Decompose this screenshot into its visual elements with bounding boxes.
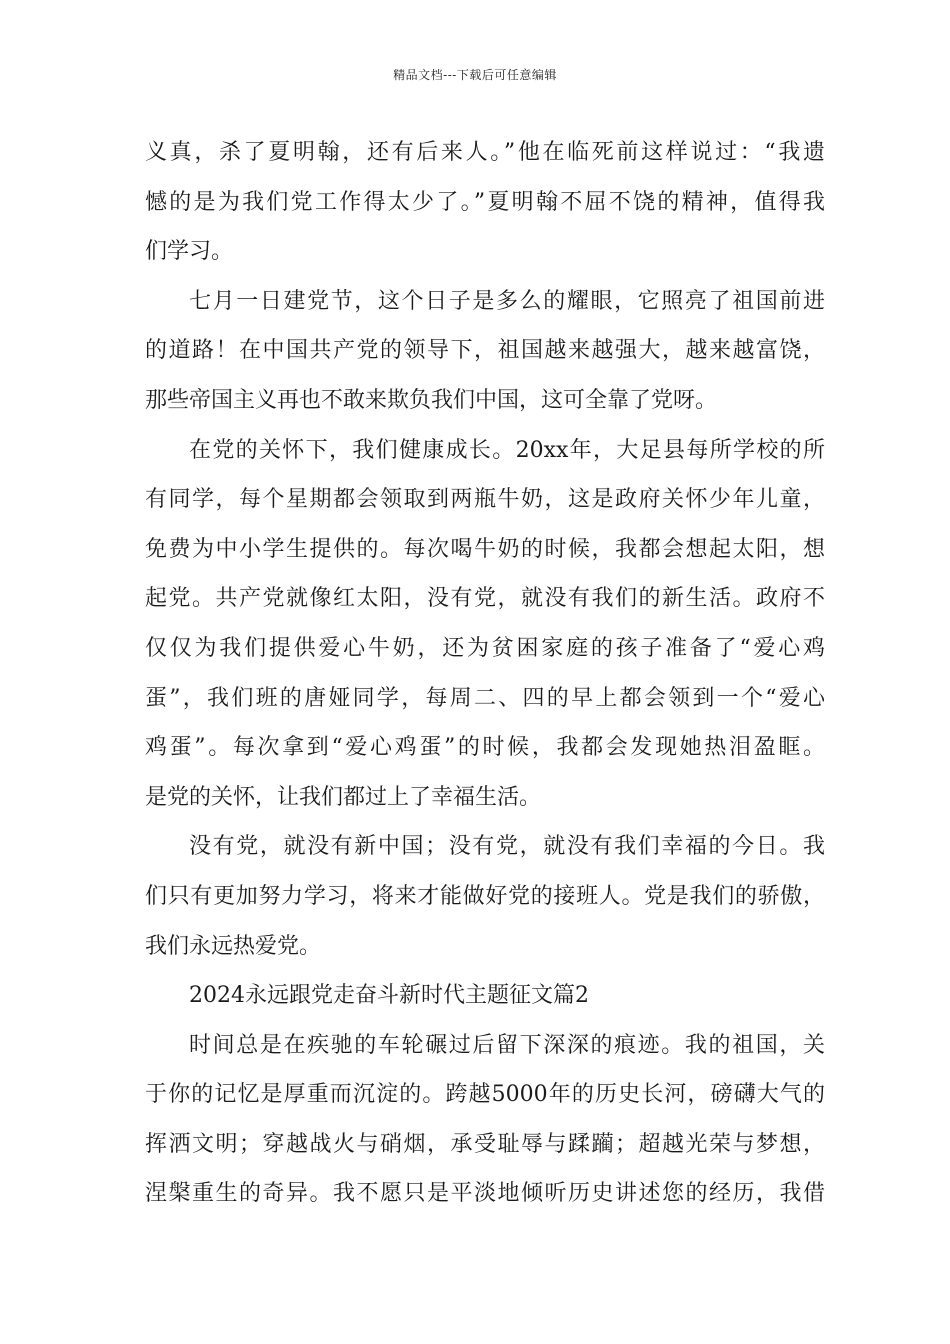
text-line: 憾的是为我们党工作得太少了。”夏明翰不屈不饶的精神，值得我 xyxy=(145,189,825,215)
text-line: 蛋”，我们班的唐娅同学，每周二、四的早上都会领到一个“爱心 xyxy=(145,685,825,711)
text-line: 七月一日建党节，这个日子是多么的耀眼，它照亮了祖国前进 xyxy=(189,288,825,314)
paragraph xyxy=(145,426,825,823)
text-line: 我们永远热爱党。 xyxy=(145,933,322,959)
heading-line: 2024永远跟党走奋斗新时代主题征文篇2 xyxy=(189,983,589,1009)
text-line: 鸡蛋”。每次拿到“爱心鸡蛋”的时候，我都会发现她热泪盈眶。 xyxy=(145,735,825,761)
text-line: 挥洒文明；穿越战火与硝烟，承受耻辱与蹂躏；超越光荣与梦想， xyxy=(145,1131,825,1157)
text-line: 们只有更加努力学习，将来才能做好党的接班人。党是我们的骄傲， xyxy=(145,883,825,909)
section-heading xyxy=(145,971,825,1021)
paragraph xyxy=(145,277,825,426)
text-line: 于你的记忆是厚重而沉淀的。跨越5000年的历史长河，磅礴大气的 xyxy=(145,1082,825,1108)
text-line: 起党。共产党就像红太阳，没有党，就没有我们的新生活。政府不 xyxy=(145,586,825,612)
text-line: 的道路！在中国共产党的领导下，祖国越来越强大，越来越富饶， xyxy=(145,338,825,364)
text-line: 那些帝国主义再也不敢来欺负我们中国，这可全靠了党呀。 xyxy=(145,387,718,413)
document-body xyxy=(145,128,825,1219)
text-line: 没有党，就没有新中国；没有党，就没有我们幸福的今日。我 xyxy=(189,834,825,860)
text-line: 免费为中小学生提供的。每次喝牛奶的时候，我都会想起太阳，想 xyxy=(145,536,825,562)
text-line: 们学习。 xyxy=(145,239,234,265)
paragraph xyxy=(145,822,825,971)
text-line: 义真，杀了夏明翰，还有后来人。”他在临死前这样说过：“我遗 xyxy=(145,140,825,165)
text-line: 涅槃重生的奇异。我不愿只是平淡地倾听历史讲述您的经历，我借 xyxy=(145,1181,825,1207)
page-header: 精品文档---下载后可任意编辑 xyxy=(393,68,557,82)
text-line: 有同学，每个星期都会领取到两瓶牛奶，这是政府关怀少年儿童， xyxy=(145,487,825,513)
text-line: 时间总是在疾驰的车轮碾过后留下深深的痕迹。我的祖国，关 xyxy=(189,1032,825,1058)
text-line: 在党的关怀下，我们健康成长。20xx年，大足县每所学校的所 xyxy=(189,437,825,463)
paragraph xyxy=(145,128,825,277)
paragraph xyxy=(145,1021,825,1219)
text-line: 仅仅为我们提供爱心牛奶，还为贫困家庭的孩子准备了“爱心鸡 xyxy=(145,635,825,661)
text-line: 是党的关怀，让我们都过上了幸福生活。 xyxy=(145,784,542,810)
